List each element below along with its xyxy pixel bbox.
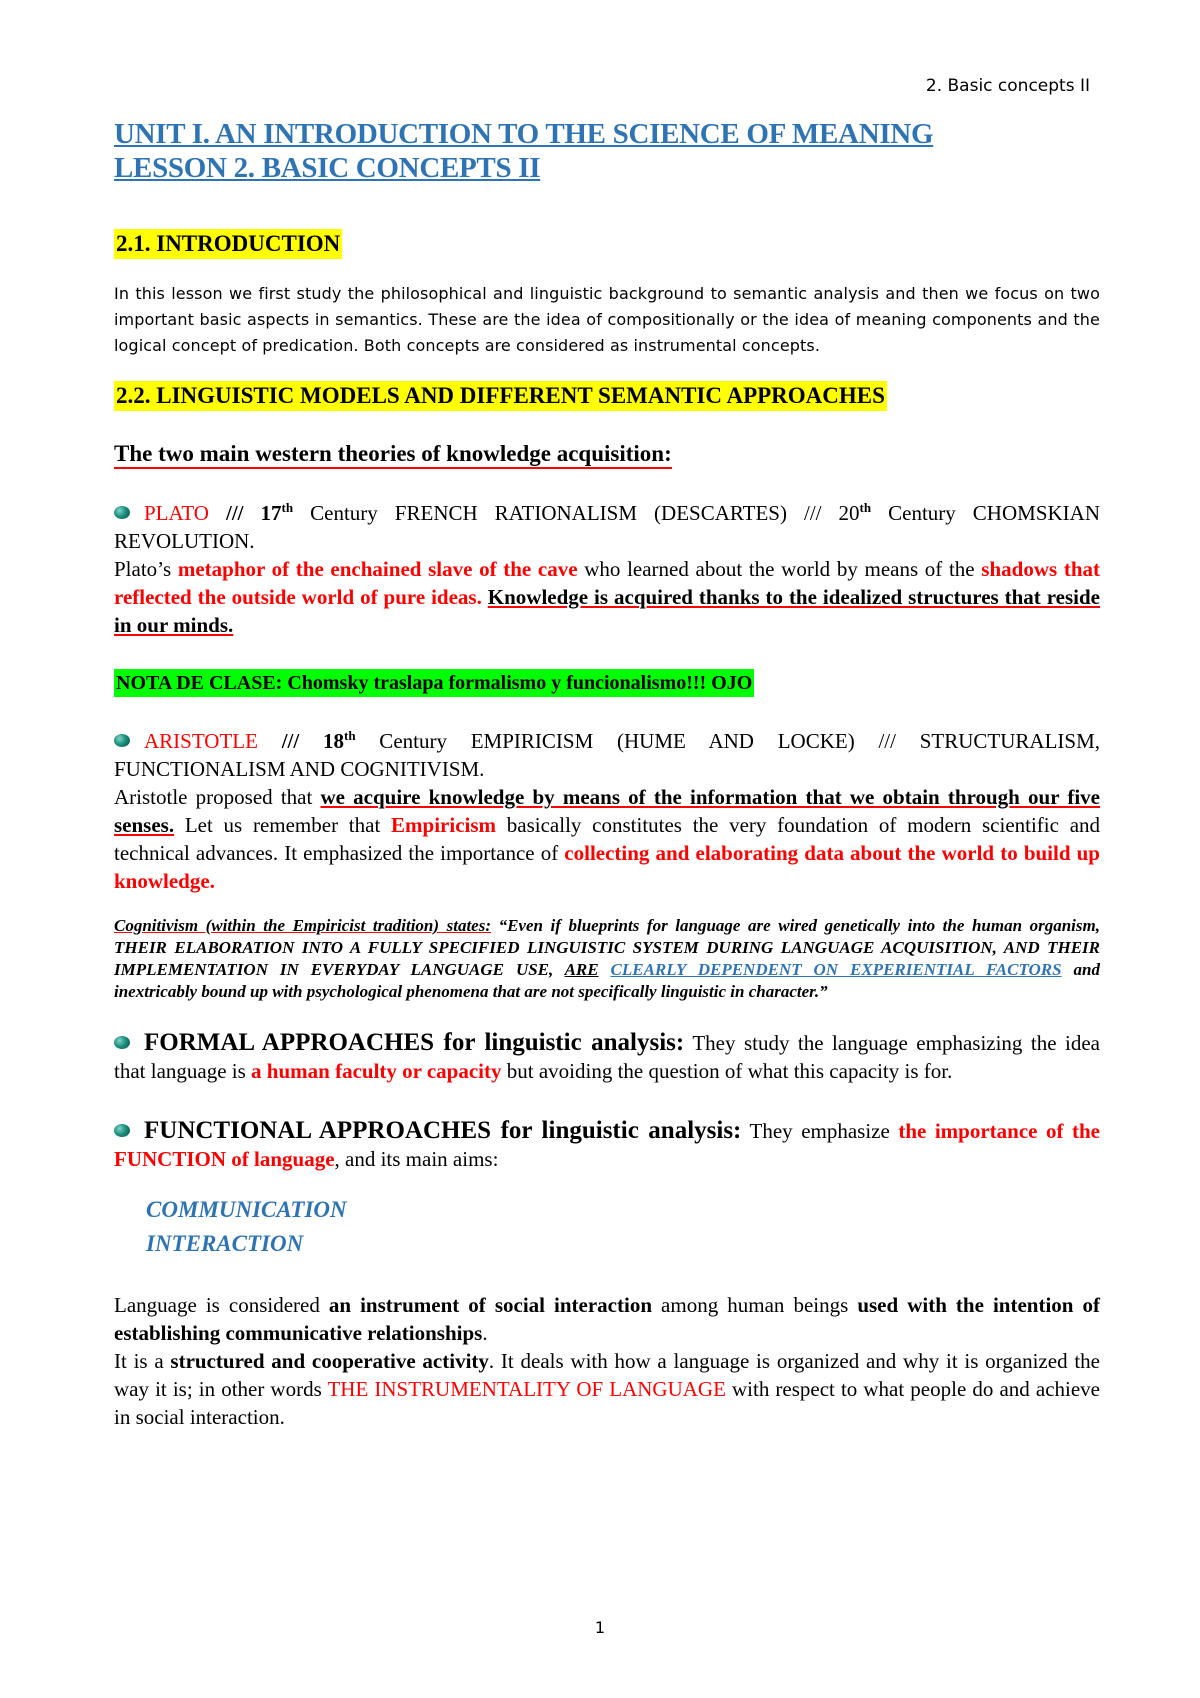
aristotle-t2: we acquire knowledge by means of the information that we obtain through our five senses. bbox=[114, 785, 1100, 837]
functional-t2: the importance of the FUNCTION of language bbox=[114, 1119, 1100, 1171]
cognitivism-q4: CLEARLY DEPENDENT ON EXPERIENTIAL FACTORS bbox=[610, 960, 1062, 979]
aristotle-block bbox=[114, 727, 1100, 895]
formal-approaches bbox=[114, 1029, 1100, 1085]
aristotle-t6: collecting and elaborating data about the world to build up knowledge. bbox=[114, 841, 1100, 893]
aim-item bbox=[114, 1227, 1100, 1261]
cognitivism-q3 bbox=[599, 960, 611, 979]
section-models bbox=[114, 381, 1100, 411]
globe-bullet-icon bbox=[114, 506, 130, 519]
aristotle-name: ARISTOTLE bbox=[144, 729, 258, 753]
plato-name: PLATO bbox=[144, 501, 209, 525]
language-s5: with respect to what people do and achieve in social interaction. bbox=[114, 1377, 1100, 1429]
plato-t4: shadows that reflected the outside world of pure ideas. bbox=[114, 557, 1100, 609]
globe-bullet-icon bbox=[114, 734, 130, 747]
aristotle-sep1: /// 18 bbox=[257, 729, 344, 753]
functional-aims-list bbox=[114, 1193, 1100, 1261]
cognitivism-q1: “Even if blueprints for language are wired genetically into the human organism, THEIR ELABORATION INTO A FULLY SPECIFIED LINGUISTIC SYSTEM DURING LANGUAGE ACQUISITION, AND THEIR IMPLEMENTATION IN EVERYDAY LANGUAGE USE, bbox=[114, 916, 1100, 979]
aim-item bbox=[114, 1193, 1100, 1227]
page-content bbox=[114, 117, 1100, 1431]
formal-title: FORMAL APPROACHES for linguistic analysis: bbox=[144, 1029, 685, 1056]
section-intro bbox=[114, 229, 1100, 259]
theories-heading-text: The two main western theories of knowledge acquisition: bbox=[114, 441, 672, 469]
language-t2: an instrument of social interaction bbox=[328, 1293, 653, 1317]
language-paragraph bbox=[114, 1291, 1100, 1431]
formal-t2: a human faculty or capacity bbox=[251, 1059, 502, 1083]
globe-bullet-icon bbox=[114, 1124, 130, 1137]
aristotle-end: Century EMPIRICISM (HUME AND LOCKE) /// STRUCTURALISM, FUNCTIONALISM AND COGNITIVISM. bbox=[114, 729, 1100, 781]
functional-t1: They emphasize bbox=[741, 1119, 899, 1143]
aristotle-t1: Aristotle proposed that bbox=[114, 785, 321, 809]
language-s3: . It deals with how a language is organized and why it is organized the way it is; in other words bbox=[114, 1349, 1100, 1401]
functional-t3: , and its main aims: bbox=[334, 1147, 499, 1171]
unit-title-line1: UNIT I. AN INTRODUCTION TO THE SCIENCE OF MEANING bbox=[114, 118, 934, 150]
aim-communication: COMMUNICATION bbox=[146, 1197, 347, 1222]
cognitivism-q2: ARE bbox=[564, 960, 599, 979]
plato-t3: who learned about the world by means of the bbox=[577, 557, 982, 581]
lesson-title: LESSON 2. BASIC CONCEPTS II bbox=[114, 152, 541, 184]
aristotle-sup1: th bbox=[343, 728, 356, 743]
plato-t2: metaphor of the enchained slave of the cave bbox=[177, 557, 578, 581]
plato-end: Century CHOMSKIAN REVOLUTION. bbox=[114, 501, 1100, 553]
unit-title bbox=[114, 117, 1100, 185]
functional-title: FUNCTIONAL APPROACHES for linguistic analysis: bbox=[144, 1117, 742, 1144]
class-note-text: NOTA DE CLASE: Chomsky traslapa formalismo y funcionalismo!!! OJO bbox=[114, 669, 754, 697]
globe-bullet-icon bbox=[114, 1036, 130, 1049]
plato-t6: Knowledge is acquired thanks to the idealized structures that reside in our minds. bbox=[114, 585, 1101, 637]
plato-block bbox=[114, 499, 1100, 639]
aristotle-t4: Empiricism bbox=[391, 813, 497, 837]
aristotle-t5: basically constitutes the very foundation of modern scientific and technical advances. It emphasized the importance of bbox=[114, 813, 1101, 865]
language-t4: used with the intention of establishing communicative relationships bbox=[114, 1293, 1100, 1345]
plato-sup2: th bbox=[859, 500, 872, 515]
formal-t1: They study the language emphasizing the idea that language is bbox=[114, 1031, 1101, 1083]
functional-approaches bbox=[114, 1117, 1100, 1173]
language-s2: structured and cooperative activity bbox=[170, 1349, 489, 1373]
section-heading-intro: 2.1. INTRODUCTION bbox=[114, 229, 342, 259]
language-t3: among human beings bbox=[652, 1293, 858, 1317]
cognitivism-q5: and inextricably bound up with psychological phenomena that are not specifically linguistic in character.” bbox=[114, 960, 1100, 1001]
aim-interaction: INTERACTION bbox=[146, 1231, 304, 1256]
class-note bbox=[114, 669, 1100, 697]
language-t5: . bbox=[482, 1321, 488, 1345]
language-t1: Language is considered bbox=[114, 1293, 329, 1317]
cognitivism-quote bbox=[114, 915, 1100, 1003]
language-s4: THE INSTRUMENTALITY OF LANGUAGE bbox=[327, 1377, 726, 1401]
formal-t3: but avoiding the question of what this capacity is for. bbox=[501, 1059, 953, 1083]
section-heading-models: 2.2. LINGUISTIC MODELS AND DIFFERENT SEMANTIC APPROACHES bbox=[114, 381, 887, 411]
intro-paragraph: In this lesson we first study the philosophical and linguistic background to semantic analysis and then we focus on two important basic aspects in semantics. These are the idea of compositionally or the idea of meaning components and the logical concept of predication. Both concepts are considered as instrumental concepts. bbox=[114, 284, 1100, 355]
plato-t1: Plato’s bbox=[114, 557, 178, 581]
cognitivism-lead: Cognitivism (within the Empiricist tradition) states: bbox=[114, 916, 491, 935]
aristotle-t3: Let us remember that bbox=[174, 813, 392, 837]
plato-sup1: th bbox=[281, 500, 294, 515]
page-number: 1 bbox=[594, 1618, 606, 1637]
plato-mid: Century FRENCH RATIONALISM (DESCARTES) /// 20 bbox=[293, 501, 860, 525]
theories-heading bbox=[114, 441, 1100, 467]
language-s1: It is a bbox=[114, 1349, 171, 1373]
plato-sep1: /// 17 bbox=[208, 501, 282, 525]
running-header: 2. Basic concepts II bbox=[925, 76, 1090, 96]
